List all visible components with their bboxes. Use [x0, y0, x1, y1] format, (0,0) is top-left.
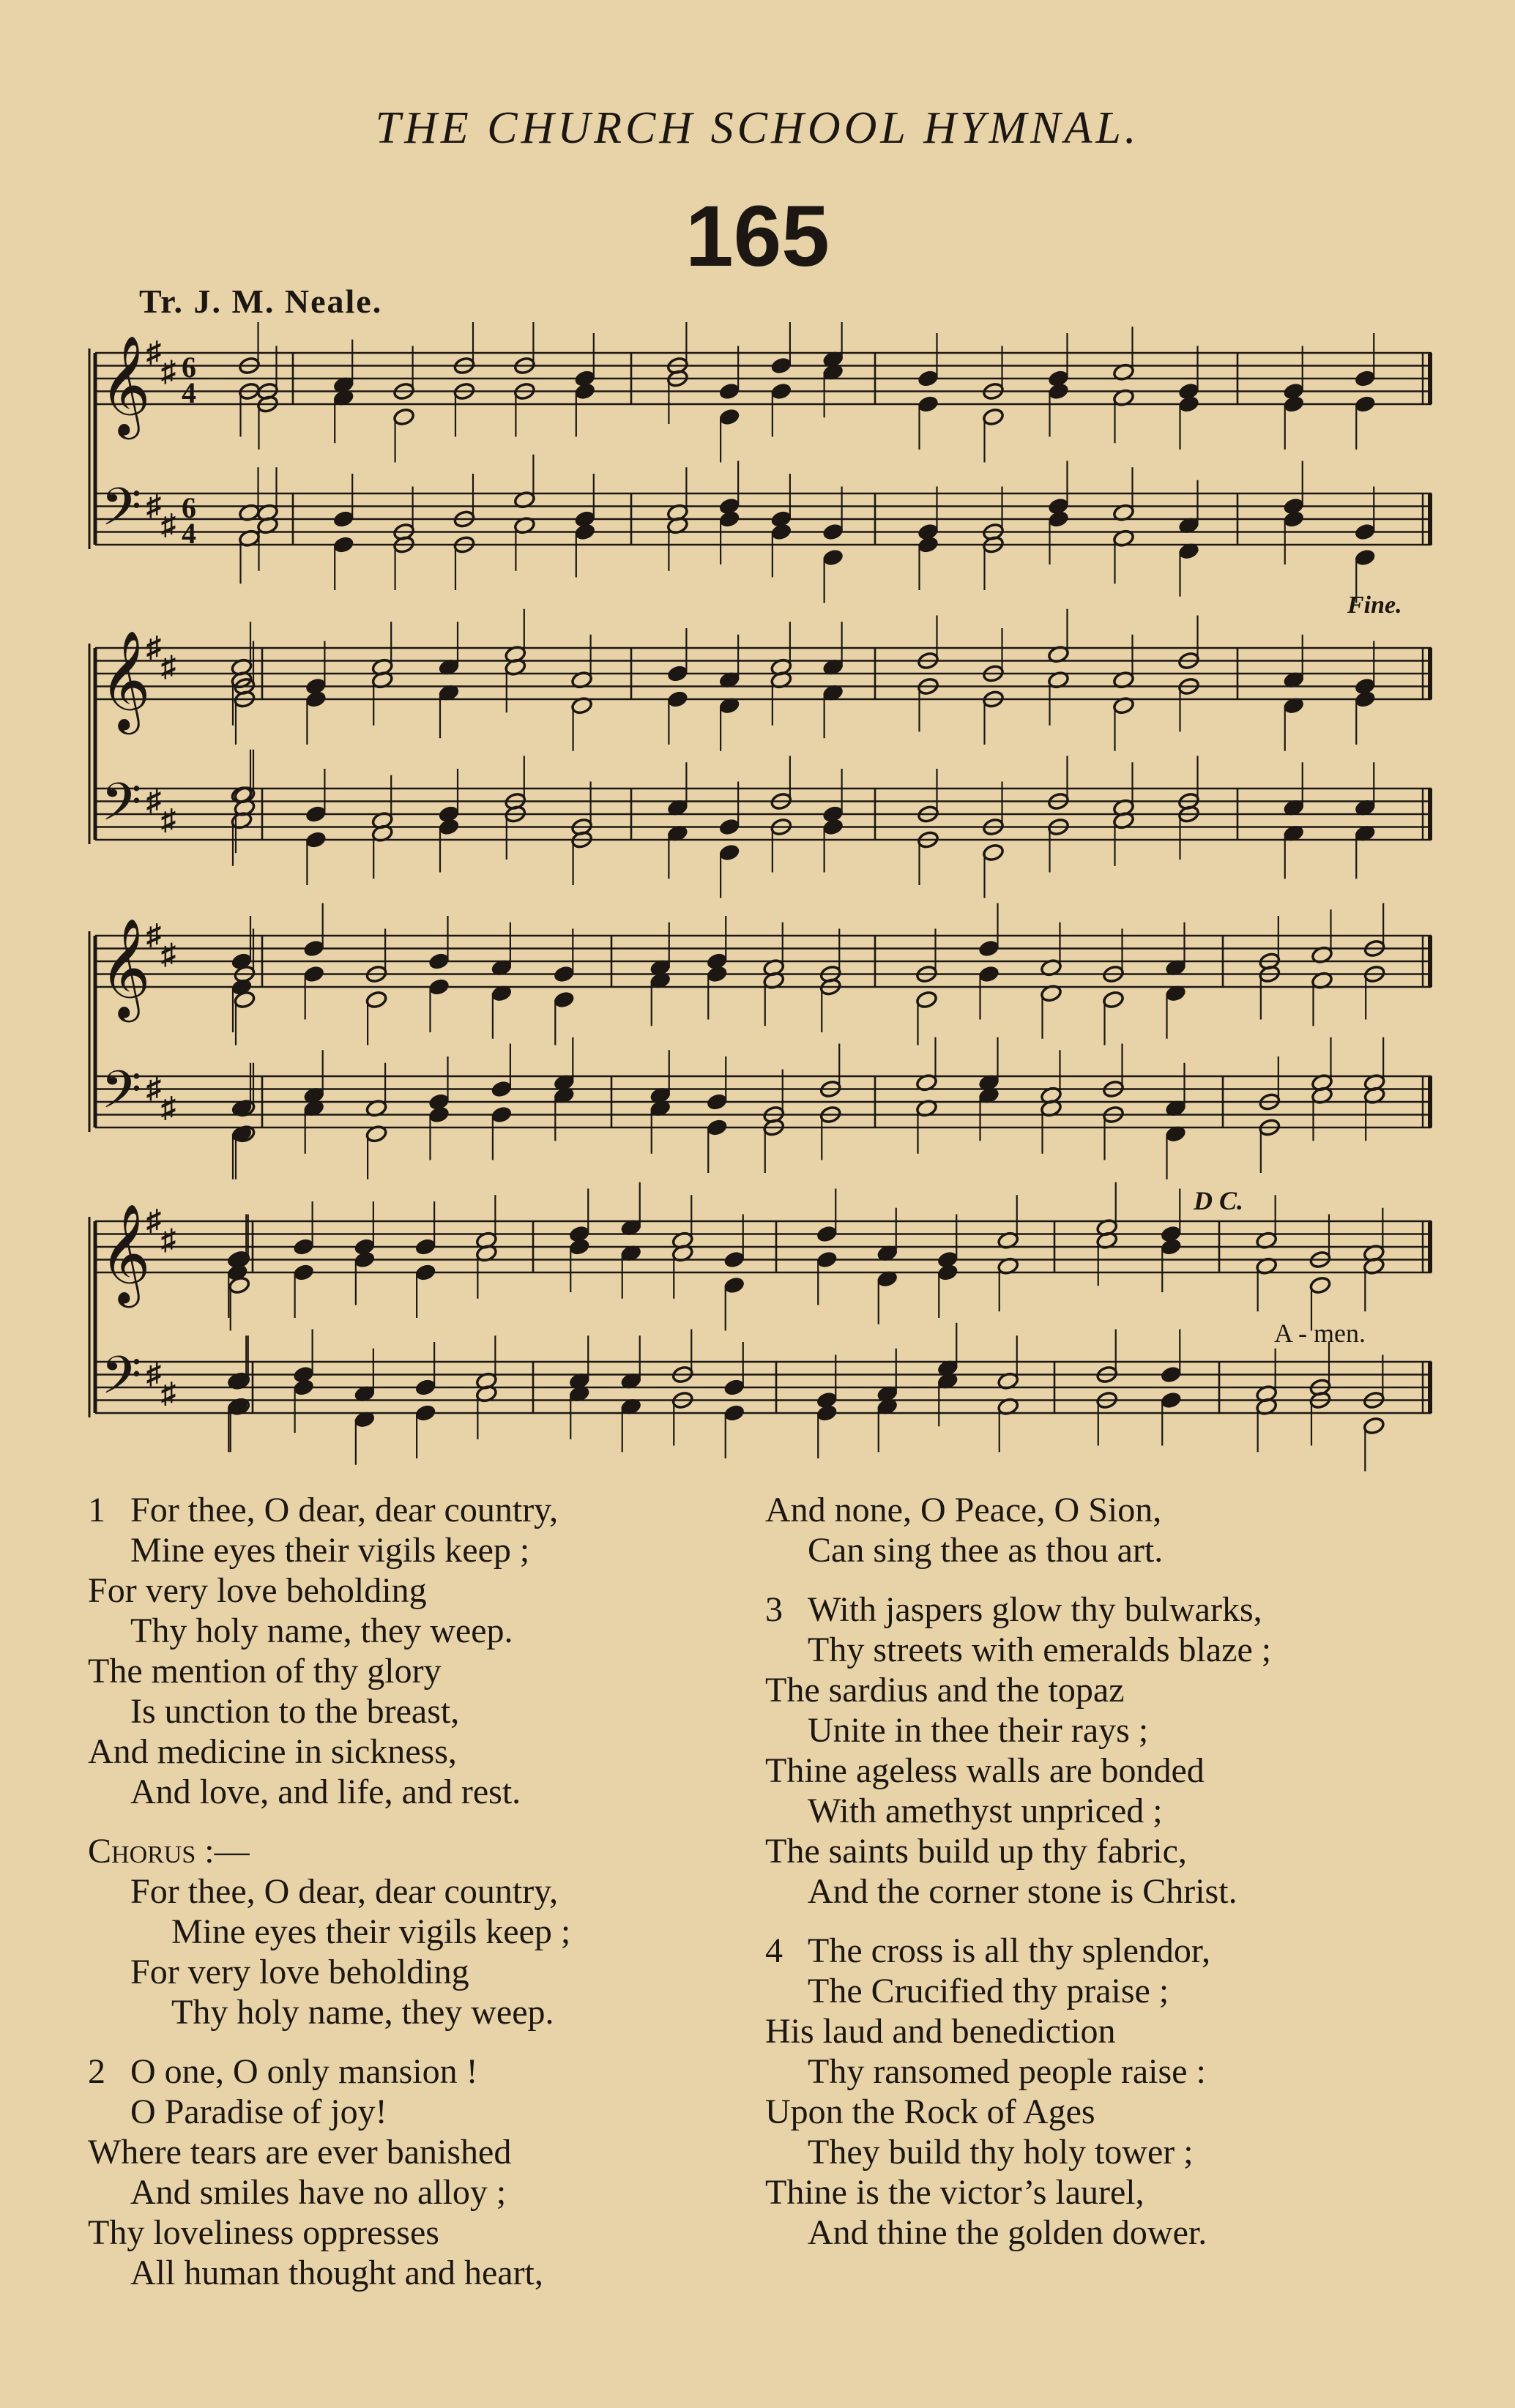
verse-text: Thine is the victor’s laurel, [765, 2173, 1144, 2212]
stanza-number: 1 [88, 1491, 105, 1529]
verse-text: For thee, O dear, dear country, [130, 1872, 559, 1911]
treble-clef: 𝄞 [100, 920, 151, 1016]
verse-text: Thy streets with emeralds blaze ; [808, 1630, 1272, 1669]
note-head [305, 690, 327, 709]
stanza-number: 3 [765, 1590, 783, 1629]
note-head [770, 523, 793, 542]
note-head [553, 965, 576, 984]
time-signature-bottom: 4 [182, 376, 196, 409]
sharp-sign: ♯ [146, 335, 161, 368]
stanza [765, 1589, 1461, 1912]
treble-clef: 𝄞 [100, 338, 151, 433]
note-head [332, 535, 355, 554]
verse-line [88, 1871, 740, 1912]
note-head [1354, 548, 1377, 567]
verse-line [88, 1651, 740, 1691]
sharp-sign: ♯ [161, 1376, 176, 1409]
note-head [917, 369, 939, 388]
note-head [915, 991, 938, 1010]
stanza [765, 1931, 1461, 2253]
verse-line [88, 2253, 740, 2293]
note-head [428, 1106, 450, 1125]
note-head [666, 690, 689, 709]
note-head [822, 548, 844, 567]
sharp-sign: ♯ [161, 649, 176, 683]
note-head [354, 1250, 376, 1270]
note-head [428, 952, 450, 971]
running-title: THE CHURCH SCHOOL HYMNAL. [375, 103, 1140, 153]
verse-text: And medicine in sickness, [88, 1732, 457, 1771]
verse-line [88, 1611, 740, 1651]
note-head [718, 510, 741, 529]
note-head [574, 382, 597, 401]
note-head [982, 408, 1005, 427]
verse-text: For very love beholding [130, 1953, 469, 1991]
verse-text: Upon the Rock of Ages [765, 2092, 1095, 2131]
verse-line [765, 2213, 1461, 2253]
verse-line [765, 2172, 1461, 2213]
note-head [816, 1250, 838, 1270]
treble-clef: 𝄞 [100, 633, 151, 728]
verse-line [88, 1530, 740, 1570]
time-signature-top: 6 [182, 351, 196, 384]
note-head [718, 408, 741, 427]
verse-line [765, 2011, 1461, 2051]
verse-text: For very love beholding [88, 1571, 427, 1610]
time-signature-bottom: 4 [182, 517, 196, 550]
note-head [292, 1263, 315, 1282]
verse-line [765, 2051, 1461, 2092]
verse-text: O one, O only mansion ! [130, 2052, 478, 2091]
bass-clef: 𝄢 [101, 773, 142, 844]
verse-line [765, 1589, 1461, 1630]
verse-line [88, 2132, 740, 2172]
verse-text: And the corner stone is Christ. [808, 1872, 1237, 1911]
verse-text: And none, O Peace, O Sion, [765, 1491, 1162, 1529]
sharp-sign: ♯ [146, 1071, 161, 1105]
note-head [365, 991, 388, 1010]
note-head [414, 1404, 437, 1423]
note-head [292, 1378, 315, 1397]
verse-line [765, 1831, 1461, 1871]
note-head [491, 1106, 513, 1125]
note-head [770, 357, 793, 376]
verse-text: Thine ageless walls are bonded [765, 1751, 1205, 1790]
note-head [1160, 1237, 1183, 1256]
verse-text: Can sing thee as thou art. [808, 1531, 1164, 1570]
note-head [822, 523, 844, 542]
note-head [978, 965, 1000, 984]
note-head [438, 818, 461, 837]
note-head [816, 1404, 838, 1423]
verse-line [765, 1530, 1461, 1570]
note-head [1354, 523, 1377, 542]
fine-mark: Fine. [1347, 592, 1402, 619]
note-head [1354, 395, 1377, 414]
note-head [917, 395, 939, 414]
verse-text: With amethyst unpriced ; [808, 1792, 1163, 1830]
treble-clef: 𝄞 [100, 1206, 151, 1302]
sharp-sign: ♯ [161, 802, 176, 836]
verse-text: Thy holy name, they weep. [130, 1611, 513, 1650]
verse-line [88, 1691, 740, 1732]
note-head [723, 1276, 745, 1295]
note-head [917, 535, 939, 554]
verse-line [88, 1490, 740, 1530]
verse-line [88, 1912, 740, 1952]
note-head [723, 1250, 745, 1270]
note-head [1282, 510, 1305, 529]
verse-text: Mine eyes their vigils keep ; [130, 1531, 530, 1570]
note-head [332, 510, 355, 529]
verse-text: For thee, O dear, dear country, [130, 1491, 559, 1529]
verse-text: O Paradise of joy! [130, 2092, 387, 2131]
note-head [982, 843, 1005, 862]
note-head [822, 818, 844, 837]
note-head [414, 1263, 437, 1282]
chorus-label: Chorus :— [88, 1832, 250, 1871]
stanza [88, 2051, 740, 2293]
sharp-sign: ♯ [146, 783, 161, 817]
sharp-sign: ♯ [161, 1223, 176, 1256]
note-head [666, 664, 689, 683]
note-head [1282, 395, 1305, 414]
verse-line [765, 2132, 1461, 2172]
verse-line [88, 2213, 740, 2253]
verse-line [88, 2092, 740, 2132]
note-head [1160, 1365, 1183, 1384]
verse-text: Is unction to the breast, [130, 1692, 460, 1731]
verse-text: The sardius and the topaz [765, 1671, 1125, 1710]
sharp-sign: ♯ [146, 630, 161, 663]
verse-line [765, 2092, 1461, 2132]
note-head [1047, 382, 1070, 401]
stanza [765, 1490, 1461, 1570]
note-head [392, 408, 415, 427]
stanza-number: 4 [765, 1931, 783, 1970]
note-head [770, 382, 793, 401]
verse-text: The Crucified thy praise ; [808, 1972, 1169, 2010]
note-head [937, 1263, 959, 1282]
verse-line [765, 1490, 1461, 1530]
verses-right-column [765, 1490, 1461, 2272]
sharp-sign: ♯ [161, 507, 176, 541]
note-head [1160, 1391, 1183, 1410]
note-head [305, 805, 327, 824]
verse-line [765, 1710, 1461, 1751]
verse-line [765, 1630, 1461, 1670]
note-head [1177, 395, 1200, 414]
hymn-number: 165 [685, 188, 830, 285]
note-head [723, 1378, 745, 1397]
verse-text: Thy loveliness oppresses [88, 2213, 439, 2252]
note-head [718, 818, 741, 837]
note-head [706, 965, 729, 984]
verse-line [765, 1871, 1461, 1912]
verse-line [765, 1791, 1461, 1831]
verse-line [765, 1971, 1461, 2011]
note-head [574, 523, 597, 542]
verse-text: They build thy holy tower ; [808, 2133, 1194, 2172]
dc-mark: D C. [1194, 1186, 1244, 1215]
note-head [305, 830, 327, 849]
verse-line [765, 1751, 1461, 1791]
verse-line [88, 1952, 740, 1992]
amen-lyric: A - men. [1274, 1319, 1366, 1348]
verse-text: The saints build up thy fabric, [765, 1832, 1187, 1871]
note-head [428, 977, 450, 996]
note-head [816, 1225, 838, 1244]
note-head [568, 1237, 591, 1256]
sharp-sign: ♯ [146, 918, 161, 951]
sharp-sign: ♯ [146, 1357, 161, 1390]
verse-line [88, 1772, 740, 1812]
verse-text: Where tears are ever banished [88, 2133, 512, 2172]
verse-line [88, 1732, 740, 1772]
note-head [414, 1378, 437, 1397]
verse-text: And smiles have no alloy ; [130, 2173, 507, 2212]
note-head [706, 1092, 729, 1111]
score-systems [89, 322, 1432, 1472]
verse-line [765, 1670, 1461, 1710]
note-head [1102, 991, 1125, 1010]
sharp-sign: ♯ [146, 488, 161, 522]
bass-clef: 𝄢 [101, 478, 142, 549]
note-head [302, 939, 325, 958]
verse-text: Unite in thee their rays ; [808, 1711, 1149, 1750]
stanza [88, 1490, 740, 1812]
verse-text: All human thought and heart, [130, 2254, 543, 2292]
verse-text: The mention of thy glory [88, 1652, 442, 1691]
sharp-sign: ♯ [161, 1090, 176, 1124]
note-head [718, 382, 741, 401]
verse-line [88, 1992, 740, 2032]
chorus-stanza [88, 1831, 740, 2032]
verses-left-column [88, 1490, 740, 2312]
note-head [553, 991, 576, 1010]
verse-text: His laud and benediction [765, 2012, 1116, 2051]
translator-credit: Tr. J. M. Neale. [139, 283, 383, 320]
time-signature-top: 6 [182, 491, 196, 524]
verse-text: The cross is all thy splendor, [808, 1931, 1210, 1970]
note-head [1354, 690, 1377, 709]
verse-text: And love, and life, and rest. [130, 1773, 521, 1811]
verse-text: Thy ransomed people raise : [808, 2052, 1206, 2091]
sharp-sign: ♯ [161, 354, 176, 388]
note-head [723, 1404, 745, 1423]
verse-line [765, 1931, 1461, 1971]
bass-clef: 𝄢 [101, 1346, 142, 1417]
note-head [706, 1118, 729, 1137]
note-head [718, 843, 741, 862]
note-head [302, 965, 325, 984]
note-head [1354, 369, 1377, 388]
verse-line [88, 2172, 740, 2213]
sharp-sign: ♯ [146, 1204, 161, 1237]
verse-line [88, 1570, 740, 1611]
bass-clef: 𝄢 [101, 1061, 142, 1132]
note-head [414, 1237, 437, 1256]
music-score [0, 322, 1515, 1486]
stanza-number: 2 [88, 2052, 105, 2091]
verse-text: With jaspers glow thy bulwarks, [808, 1590, 1262, 1629]
note-head [1047, 510, 1070, 529]
verse-line [88, 2051, 740, 2092]
note-head [491, 1080, 513, 1099]
note-head [292, 1237, 315, 1256]
note-head [1363, 1417, 1385, 1436]
verse-text: Mine eyes their vigils keep ; [171, 1912, 571, 1951]
note-head [978, 939, 1000, 958]
sharp-sign: ♯ [161, 937, 176, 971]
note-head [1309, 1276, 1332, 1295]
verse-text: And thine the golden dower. [808, 2213, 1207, 2252]
verse-text: Thy holy name, they weep. [171, 1993, 554, 2032]
